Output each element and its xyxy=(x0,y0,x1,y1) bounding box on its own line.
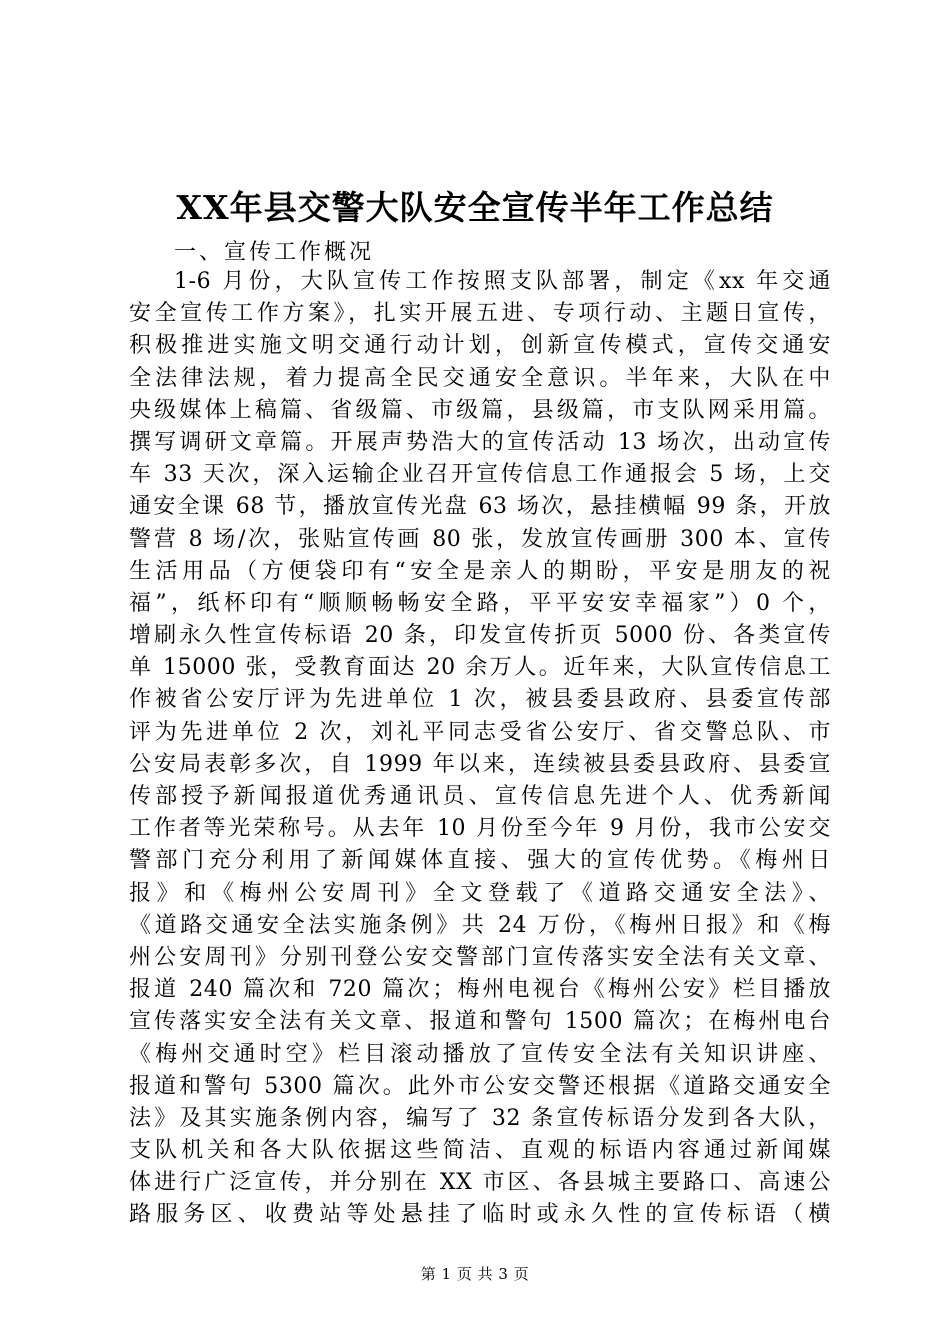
body-line: 1-6 月份，大队宣传工作按照支队部署，制定《xx 年交通 xyxy=(174,269,831,294)
body-line: 工作者等光荣称号。从去年 10 月份至今年 9 月份，我市公安交 xyxy=(129,816,831,842)
body-line: 评为先进单位 2 次，刘礼平同志受省公安厅、省交警总队、市 xyxy=(129,719,831,745)
body-line: 公安局表彰多次，自 1999 年以来，连续被县委县政府、县委宣 xyxy=(129,751,831,777)
body-line: 车 33 天次，深入运输企业召开宣传信息工作通报会 5 场，上交 xyxy=(129,462,831,488)
body-line: 报道 240 篇次和 720 篇次；梅州电视台《梅州公安》栏目播放 xyxy=(129,977,831,1003)
body-line: 生活用品（方便袋印有“安全是亲人的期盼，平安是朋友的祝 xyxy=(129,558,831,584)
body-line: 法》及其实施条例内容，编写了 32 条宣传标语分发到各大队， xyxy=(129,1105,831,1131)
body-line: 通安全课 68 节，播放宣传光盘 63 场次，悬挂横幅 99 条，开放 xyxy=(129,494,831,520)
body-line: 警营 8 场/次，张贴宣传画 80 张，发放宣传画册 300 本、宣传 xyxy=(129,526,831,552)
body-line: 警部门充分利用了新闻媒体直接、强大的宣传优势。《梅州日 xyxy=(129,848,831,874)
body-line: 《道路交通安全法实施条例》共 24 万份，《梅州日报》和《梅 xyxy=(129,912,831,938)
body-line: 积极推进实施文明交通行动计划，创新宣传模式，宣传交通安 xyxy=(129,333,831,359)
document-title: XX年县交警大队安全宣传半年工作总结 xyxy=(176,188,774,227)
body-line: 全法律法规，着力提高全民交通安全意识。半年来，大队在中 xyxy=(129,365,831,391)
body-line: 支队机关和各大队依据这些简洁、直观的标语内容通过新闻媒 xyxy=(129,1138,831,1164)
body-text xyxy=(129,266,831,1232)
body-line: 报》和《梅州公安周刊》全文登载了《道路交通安全法》、 xyxy=(129,880,831,906)
body-line: 路服务区、收费站等处悬挂了临时或永久性的宣传标语（横 xyxy=(129,1202,831,1228)
body-line: 传部授予新闻报道优秀通讯员、宣传信息先进个人、优秀新闻 xyxy=(129,784,831,809)
page-footer: 第 1 页 共 3 页 xyxy=(420,1265,530,1283)
body-line: 单 15000 张，受教育面达 20 余万人。近年来，大队宣传信息工 xyxy=(129,655,831,681)
body-line: 宣传落实安全法有关文章、报道和警句 1500 篇次；在梅州电台 xyxy=(129,1009,831,1035)
body-line: 州公安周刊》分别刊登公安交警部门宣传落实安全法有关文章、 xyxy=(129,944,831,970)
body-line: 作被省公安厅评为先进单位 1 次，被县委县政府、县委宣传部 xyxy=(129,687,831,713)
body-line: 报道和警句 5300 篇次。此外市公安交警还根据《道路交通安全 xyxy=(129,1073,831,1099)
body-line: 《梅州交通时空》栏目滚动播放了宣传安全法有关知识讲座、 xyxy=(129,1041,831,1067)
body-line: 安全宣传工作方案》，扎实开展五进、专项行动、主题日宣传， xyxy=(129,301,831,327)
body-line: 撰写调研文章篇。开展声势浩大的宣传活动 13 场次，出动宣传 xyxy=(129,429,831,455)
body-line: 体进行广泛宣传，并分别在 XX 市区、各县城主要路口、高速公 xyxy=(129,1170,831,1196)
body-line: 增刷永久性宣传标语 20 条，印发宣传折页 5000 份、各类宣传 xyxy=(129,623,831,649)
body-line: 福”，纸杯印有“顺顺畅畅安全路，平平安安幸福家”）0 个， xyxy=(129,590,831,616)
body-line: 央级媒体上稿篇、省级篇、市级篇，县级篇，市支队网采用篇。 xyxy=(129,397,831,423)
section-heading: 一、宣传工作概况 xyxy=(174,240,375,265)
